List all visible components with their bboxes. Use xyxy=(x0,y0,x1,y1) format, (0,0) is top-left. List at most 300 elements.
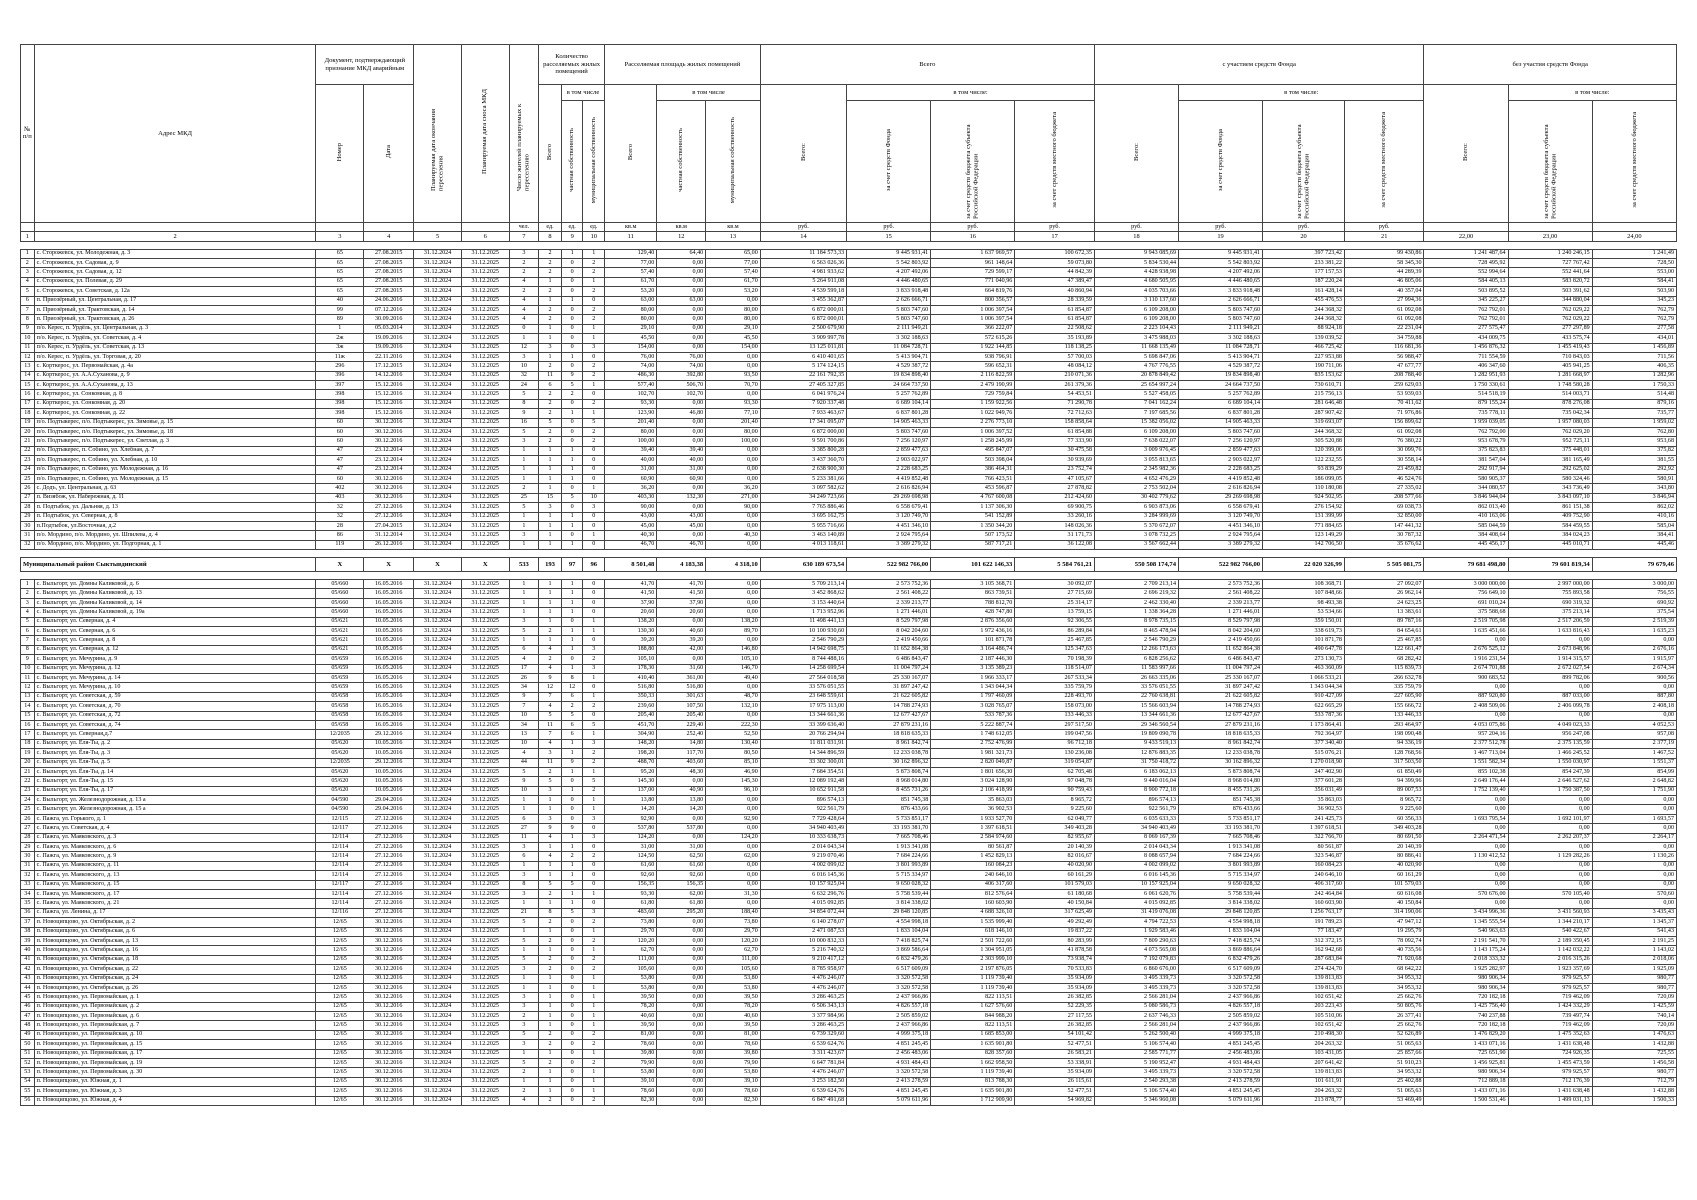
table-cell: 1 966 333,17 xyxy=(931,674,1015,683)
table-cell: 31.12.2024 xyxy=(414,390,462,399)
table-cell: 585,04 xyxy=(1592,521,1676,530)
table-cell: 94 399,96 xyxy=(1344,777,1424,786)
table-cell: 0,00 xyxy=(657,955,706,964)
table-cell: 6 140 278,07 xyxy=(760,918,846,927)
table-cell: 19 809 090,78 xyxy=(1094,730,1178,739)
table-row xyxy=(21,334,1677,343)
table-cell: 2 xyxy=(539,362,562,371)
table-cell: 2 561 408,22 xyxy=(847,589,931,598)
col-cost-local-header: за счет средств местного бюджета xyxy=(1015,101,1095,223)
unit-sqm: кв.м xyxy=(605,222,657,231)
table-cell: 0 xyxy=(561,1096,583,1105)
table-cell: 53,80 xyxy=(706,1068,761,1077)
table-cell: 29 xyxy=(21,512,35,521)
table-cell: 26 115,61 xyxy=(1015,1077,1095,1086)
table-cell: 30.12.2016 xyxy=(364,965,414,974)
table-cell: 62 049,77 xyxy=(1015,814,1095,823)
table-cell: 31.12.2025 xyxy=(461,946,509,955)
table-cell: 2 377 512,78 xyxy=(1424,739,1508,748)
table-cell: 2 303 999,10 xyxy=(931,955,1015,964)
table-cell: 1 xyxy=(583,617,605,626)
table-cell: 31.12.2024 xyxy=(414,730,462,739)
table-cell: 53,20 xyxy=(605,287,657,296)
table-cell: 12 677 427,67 xyxy=(1179,711,1263,720)
table-cell: 5 xyxy=(583,720,605,729)
table-cell: 05/621 xyxy=(316,645,364,654)
table-cell: 11 184 573,33 xyxy=(760,249,846,258)
column-index-cell: 14 xyxy=(760,231,846,241)
table-cell: 3 xyxy=(583,814,605,823)
table-cell: 766 423,51 xyxy=(931,474,1015,483)
table-cell: 31.12.2025 xyxy=(461,428,509,437)
table-cell: 73 938,74 xyxy=(1015,955,1095,964)
table-cell: 735 778,11 xyxy=(1424,409,1508,418)
table-cell: 835 153,62 xyxy=(1263,371,1345,380)
table-row xyxy=(21,418,1677,427)
table-cell: 553,00 xyxy=(1592,268,1676,277)
table-cell: 6 632 296,76 xyxy=(760,889,846,898)
table-cell: 5 715 334,97 xyxy=(1179,871,1263,880)
table-cell: 7 xyxy=(21,305,35,314)
table-cell: 11 xyxy=(539,720,562,729)
col-wf-local-header: за счет средств местного бюджета xyxy=(1344,101,1424,223)
table-cell: 100,00 xyxy=(706,437,761,446)
table-cell: 854 247,39 xyxy=(1508,767,1592,776)
table-cell: 1 914 315,57 xyxy=(1508,655,1592,664)
table-row xyxy=(21,324,1677,333)
table-cell: 21 xyxy=(21,767,35,776)
table-cell: 16 xyxy=(509,418,539,427)
table-cell: 1 xyxy=(539,636,562,645)
spacer-cell xyxy=(760,572,846,580)
table-cell: 0 xyxy=(561,324,583,333)
table-cell: 844 988,20 xyxy=(931,1012,1015,1021)
table-cell: 0,00 xyxy=(657,1040,706,1049)
table-cell: 59 073,80 xyxy=(1015,258,1095,267)
table-cell: 80,00 xyxy=(706,428,761,437)
table-cell: 31.12.2024 xyxy=(414,324,462,333)
table-cell: 73,80 xyxy=(706,918,761,927)
table-cell: 9 xyxy=(539,824,562,833)
table-cell: 161 428,14 xyxy=(1263,287,1345,296)
table-cell: 186 099,05 xyxy=(1263,474,1345,483)
table-cell: 14 xyxy=(21,371,35,380)
table-cell: 2 xyxy=(509,484,539,493)
table-cell: 31.12.2025 xyxy=(461,1030,509,1039)
table-cell: 31.12.2025 xyxy=(461,908,509,917)
table-cell: 31.12.2024 xyxy=(414,362,462,371)
table-cell: 4 931 484,43 xyxy=(1179,1059,1263,1068)
table-cell: 335 759,79 xyxy=(1344,683,1424,692)
region-total-cell: X xyxy=(414,558,462,572)
table-row xyxy=(21,636,1677,645)
address-cell: п. Новоципцово, ул. Первомайская, д. 1 xyxy=(34,993,316,1002)
spacer-cell xyxy=(1015,550,1095,558)
table-cell: 900 683,52 xyxy=(1424,674,1508,683)
table-cell: 198 090,48 xyxy=(1344,730,1424,739)
col-nf-local-header: за счет средств местного бюджета xyxy=(1592,101,1676,223)
table-cell: 27.12.2016 xyxy=(364,814,414,823)
table-cell: 0,00 xyxy=(706,598,761,607)
table-cell: 3 320 572,58 xyxy=(1179,974,1263,983)
table-cell: 4 049 023,33 xyxy=(1508,720,1592,729)
table-cell: 1 159 922,56 xyxy=(931,399,1015,408)
region-total-cell: 193 xyxy=(539,558,562,572)
table-cell: 77,10 xyxy=(706,409,761,418)
table-cell: 1 xyxy=(583,1012,605,1021)
table-cell: 2 519 705,98 xyxy=(1424,617,1508,626)
table-cell: 31.12.2024 xyxy=(414,814,462,823)
table-cell: 9 xyxy=(561,758,583,767)
table-cell: 2 xyxy=(583,287,605,296)
table-cell: 39,50 xyxy=(706,1021,761,1030)
table-cell: 4 xyxy=(539,852,562,861)
table-cell: 5 733 851,17 xyxy=(1179,814,1263,823)
table-cell: 5 xyxy=(509,1059,539,1068)
table-cell: 31.12.2024 xyxy=(414,334,462,343)
table-cell: 295,20 xyxy=(657,908,706,917)
table-cell: 105 510,06 xyxy=(1263,1012,1345,1021)
table-cell: 92,90 xyxy=(605,814,657,823)
address-cell: с. Пажга, ул. Маяковского, д. 9 xyxy=(34,852,316,861)
region-total-cell: 5 584 761,21 xyxy=(1015,558,1095,572)
table-cell: 2 xyxy=(509,1087,539,1096)
table-cell: 70 411,62 xyxy=(1344,399,1424,408)
table-cell: 403 xyxy=(316,493,364,502)
table-cell: 1 282 951,93 xyxy=(1424,371,1508,380)
col-area-municipal-header: муниципальная собственность xyxy=(706,101,761,223)
table-cell: 27.12.2016 xyxy=(364,843,414,852)
table-cell: 0 xyxy=(583,580,605,589)
table-cell: 10 xyxy=(509,362,539,371)
table-cell: 123 149,29 xyxy=(1263,531,1345,540)
table-cell: 1 925,09 xyxy=(1592,965,1676,974)
table-cell: 31.12.2025 xyxy=(461,889,509,898)
table-cell: 7 809 290,63 xyxy=(1094,936,1178,945)
table-cell: 05/660 xyxy=(316,598,364,607)
table-cell: 2 479 190,99 xyxy=(931,381,1015,390)
table-cell: 345 225,27 xyxy=(1424,296,1508,305)
spacer-cell xyxy=(316,241,364,249)
table-cell: 4 428 938,98 xyxy=(1094,268,1178,277)
table-row xyxy=(21,362,1677,371)
table-cell: 0 xyxy=(583,446,605,455)
spacer-cell xyxy=(706,550,761,558)
table-cell: 145,30 xyxy=(605,777,657,786)
spacer-cell xyxy=(1424,241,1508,249)
table-cell: 31.12.2024 xyxy=(414,1040,462,1049)
address-cell: п. Новоципцово, ул. Первомайская, д. 7 xyxy=(34,1021,316,1030)
spacer-row xyxy=(21,572,1677,580)
address-cell: с. Выльгорт, ул. Железнодорожная, д. 15 а xyxy=(34,805,316,814)
table-cell: 762,79 xyxy=(1592,315,1676,324)
table-cell: 78,60 xyxy=(706,1087,761,1096)
table-cell: 2 648,82 xyxy=(1592,777,1676,786)
table-cell: 12/2035 xyxy=(316,730,364,739)
table-cell: 0 xyxy=(561,503,583,512)
table-cell: 3 xyxy=(509,352,539,361)
table-cell: 31.12.2024 xyxy=(414,381,462,390)
table-cell: 52,50 xyxy=(706,730,761,739)
table-cell: 27.12.2016 xyxy=(364,861,414,870)
spacer-cell xyxy=(1424,572,1508,580)
table-cell: 156,35 xyxy=(605,880,657,889)
table-cell: 0 xyxy=(583,474,605,483)
table-cell: 2 xyxy=(583,965,605,974)
table-cell: 52 626,89 xyxy=(1344,1030,1424,1039)
table-row xyxy=(21,927,1677,936)
table-cell: 92,60 xyxy=(605,871,657,880)
table-cell: 979 925,57 xyxy=(1508,1068,1592,1077)
table-cell: 1 xyxy=(509,1077,539,1086)
table-cell: 3 xyxy=(583,343,605,352)
table-cell: 33 260,16 xyxy=(1015,512,1095,521)
address-cell: с. Пажга, ул. Маяковского, д. 13 xyxy=(34,871,316,880)
spacer-cell xyxy=(21,550,35,558)
table-cell: 1 xyxy=(561,580,583,589)
table-cell: 61,80 xyxy=(657,899,706,908)
table-cell: 4 419 852,48 xyxy=(1179,474,1263,483)
address-cell: п. Новоципцово, ул. Октябрьская, д. 18 xyxy=(34,955,316,964)
table-cell: 433 575,74 xyxy=(1508,334,1592,343)
table-cell: 0,00 xyxy=(1508,861,1592,870)
table-cell: 0,00 xyxy=(657,503,706,512)
table-cell: 7 933 463,67 xyxy=(760,409,846,418)
table-cell: 10.05.2016 xyxy=(364,777,414,786)
spacer-cell xyxy=(316,550,364,558)
resettlement-table xyxy=(20,44,1677,1106)
table-cell: 1 748 580,28 xyxy=(1508,381,1592,390)
table-cell: 2 xyxy=(583,268,605,277)
table-cell: 10 xyxy=(509,786,539,795)
table-cell: 31.12.2025 xyxy=(461,880,509,889)
table-cell: 31.12.2024 xyxy=(414,1096,462,1105)
table-cell: 862,02 xyxy=(1592,503,1676,512)
col-wf-inthat-header: в том числе: xyxy=(1179,85,1424,101)
table-cell: 29.04.2016 xyxy=(364,805,414,814)
table-cell: 05/620 xyxy=(316,739,364,748)
table-cell: 16.05.2016 xyxy=(364,683,414,692)
table-cell: 2 xyxy=(583,371,605,380)
address-cell: с. Выльгорт, ул. Ёля-Ты, д. 14 xyxy=(34,767,316,776)
table-cell: 31.12.2025 xyxy=(461,617,509,626)
table-cell: 552 441,64 xyxy=(1508,268,1592,277)
address-cell: с. Корткерос, ул. А.А.Суханова, д. 13 xyxy=(34,381,316,390)
table-cell: 101 579,03 xyxy=(1015,880,1095,889)
region-total-cell: 101 622 146,33 xyxy=(931,558,1015,572)
spacer-cell xyxy=(1179,550,1263,558)
table-cell: 0,00 xyxy=(1508,880,1592,889)
table-cell: 720 182,18 xyxy=(1424,1021,1508,1030)
table-cell: 6 xyxy=(21,627,35,636)
table-cell: 40,30 xyxy=(706,531,761,540)
table-cell: 31.12.2024 xyxy=(414,1068,462,1077)
table-cell: 20,60 xyxy=(605,608,657,617)
table-cell: 34 854 072,44 xyxy=(760,908,846,917)
table-cell: 6 041 976,24 xyxy=(760,390,846,399)
table-cell: 3 286 463,25 xyxy=(760,1021,846,1030)
table-cell: 45,50 xyxy=(605,334,657,343)
table-cell: 1 xyxy=(509,636,539,645)
table-cell: 1 xyxy=(539,352,562,361)
table-cell: 719 462,09 xyxy=(1508,993,1592,1002)
column-index-cell: 8 xyxy=(539,231,562,241)
table-row xyxy=(21,936,1677,945)
table-cell: 490 647,78 xyxy=(1263,645,1345,654)
table-cell: 6 739 329,60 xyxy=(760,1030,846,1039)
table-cell: 5 xyxy=(509,1030,539,1039)
table-cell: 80 283,99 xyxy=(1015,936,1095,945)
table-cell: 349 403,28 xyxy=(1015,824,1095,833)
table-cell: 664 819,76 xyxy=(931,287,1015,296)
table-cell: 515 076,21 xyxy=(1263,749,1345,758)
table-cell: 60 161,29 xyxy=(1015,871,1095,880)
table-cell: 31.12.2024 xyxy=(414,739,462,748)
table-cell: 92,90 xyxy=(706,814,761,823)
table-cell: 178,30 xyxy=(605,664,657,673)
table-cell: 12 xyxy=(21,352,35,361)
table-cell: 8 xyxy=(509,880,539,889)
table-cell: 0 xyxy=(561,1021,583,1030)
table-cell: 4 053 075,86 xyxy=(1424,720,1508,729)
table-cell: 6 xyxy=(509,814,539,823)
table-row xyxy=(21,352,1677,361)
spacer-cell xyxy=(539,550,562,558)
table-cell: 95,20 xyxy=(605,767,657,776)
table-cell: 12/65 xyxy=(316,1002,364,1011)
table-cell: 41,50 xyxy=(657,589,706,598)
address-cell: с. Пажга, ул. Советская, д. 4 xyxy=(34,824,316,833)
table-cell: 31.12.2025 xyxy=(461,315,509,324)
table-cell: 4 826 557,18 xyxy=(1179,1002,1263,1011)
table-cell: 240 646,10 xyxy=(1263,871,1345,880)
table-cell: 5 715 334,97 xyxy=(847,871,931,880)
table-cell: 132,10 xyxy=(706,702,761,711)
table-cell: 1 xyxy=(561,540,583,549)
table-cell: 2 456 483,06 xyxy=(1179,1049,1263,1058)
table-row xyxy=(21,315,1677,324)
table-cell: 0 xyxy=(561,1002,583,1011)
table-cell: 1 304 951,05 xyxy=(931,946,1015,955)
table-cell: 4 207 492,06 xyxy=(1179,268,1263,277)
table-cell: 1 xyxy=(539,456,562,465)
spacer-cell xyxy=(706,241,761,249)
table-cell: 210 498,30 xyxy=(1263,1030,1345,1039)
table-cell: 6 847 491,68 xyxy=(760,1096,846,1105)
table-row xyxy=(21,589,1677,598)
table-cell: 1 635,23 xyxy=(1592,627,1676,636)
table-cell: 46,70 xyxy=(605,540,657,549)
table-cell: 756 649,10 xyxy=(1424,589,1508,598)
unit-people: чел. xyxy=(509,222,539,231)
spacer-cell xyxy=(657,241,706,249)
table-cell: 53,80 xyxy=(706,974,761,983)
table-cell: 1 xyxy=(561,636,583,645)
table-cell: 27.12.2016 xyxy=(364,871,414,880)
table-cell: 319 693,07 xyxy=(1263,418,1345,427)
table-cell: 1 119 739,40 xyxy=(931,974,1015,983)
table-cell: 1 475 352,63 xyxy=(1508,1030,1592,1039)
table-cell: 2 419 450,66 xyxy=(1179,636,1263,645)
table-cell: 0,00 xyxy=(657,1059,706,1068)
table-cell: 212 424,60 xyxy=(1015,493,1095,502)
table-cell: 3 xyxy=(539,786,562,795)
col-area-private-header: частная собственность xyxy=(657,101,706,223)
table-cell: 12/114 xyxy=(316,843,364,852)
table-cell: 2 016 315,26 xyxy=(1508,955,1592,964)
table-cell: 3 xyxy=(539,814,562,823)
table-cell: 2 584 974,60 xyxy=(931,833,1015,842)
table-cell: 0 xyxy=(583,456,605,465)
table-cell: 24 664 737,50 xyxy=(1179,381,1263,390)
table-cell: 6 872 000,01 xyxy=(760,305,846,314)
table-cell: 14,20 xyxy=(657,805,706,814)
table-cell: 2 014 043,34 xyxy=(1094,843,1178,852)
table-cell: 31.12.2024 xyxy=(414,589,462,598)
table-cell: 31.12.2025 xyxy=(461,955,509,964)
column-index-cell: 18 xyxy=(1094,231,1178,241)
table-cell: 3 302 188,63 xyxy=(847,334,931,343)
table-cell: 118 138,25 xyxy=(1015,343,1095,352)
table-cell: 4 xyxy=(509,655,539,664)
address-cell: с. Выльгорт, ул. Советская, д. 70 xyxy=(34,702,316,711)
table-cell: 160 603,90 xyxy=(1263,899,1345,908)
table-cell: 41,70 xyxy=(605,580,657,589)
table-cell: 48,70 xyxy=(706,692,761,701)
table-cell: 138,20 xyxy=(605,617,657,626)
table-cell: 3 833 918,48 xyxy=(1179,287,1263,296)
table-cell: 1 xyxy=(561,627,583,636)
table-cell: 31.12.2025 xyxy=(461,702,509,711)
table-cell: 711,56 xyxy=(1592,352,1676,361)
address-cell: п/о. Подтыкерес, п. Собино, ул. Молодежная, д. 16 xyxy=(34,465,316,474)
table-cell: 32 xyxy=(21,871,35,880)
table-cell: 31.12.2024 xyxy=(414,805,462,814)
table-cell: 0 xyxy=(583,512,605,521)
table-cell: 16.05.2016 xyxy=(364,711,414,720)
table-cell: 05/621 xyxy=(316,627,364,636)
table-cell: 2 262 207,37 xyxy=(1508,833,1592,842)
table-cell: 40,60 xyxy=(706,1012,761,1021)
table-cell: 31.12.2024 xyxy=(414,465,462,474)
table-cell: 953,68 xyxy=(1592,437,1676,446)
table-cell: 1 xyxy=(583,627,605,636)
table-cell: 93 839,29 xyxy=(1263,465,1345,474)
table-cell: 0,00 xyxy=(706,796,761,805)
table-cell: 26 382,85 xyxy=(1015,993,1095,1002)
table-cell: 896 574,13 xyxy=(760,796,846,805)
table-cell: 3 846 944,04 xyxy=(1424,493,1508,502)
table-cell: 31.12.2025 xyxy=(461,418,509,427)
table-cell: 0,00 xyxy=(657,993,706,1002)
table-cell: 0 xyxy=(561,334,583,343)
table-cell: 3 833 918,48 xyxy=(847,287,931,296)
table-cell: 233 381,22 xyxy=(1263,258,1345,267)
table-cell: 0 xyxy=(561,399,583,408)
table-cell: 31.12.2024 xyxy=(414,720,462,729)
table-cell: 1 xyxy=(561,409,583,418)
spacer-cell xyxy=(316,572,364,580)
table-cell: 12/2035 xyxy=(316,758,364,767)
table-cell: 0,00 xyxy=(657,983,706,992)
table-row xyxy=(21,946,1677,955)
table-cell: 980 906,34 xyxy=(1424,983,1508,992)
table-cell: 31 xyxy=(21,531,35,540)
table-cell: 31.12.2024 xyxy=(414,493,462,502)
spacer-cell xyxy=(583,550,605,558)
table-cell: 6 xyxy=(561,730,583,739)
table-cell: 1 633 816,43 xyxy=(1508,627,1592,636)
